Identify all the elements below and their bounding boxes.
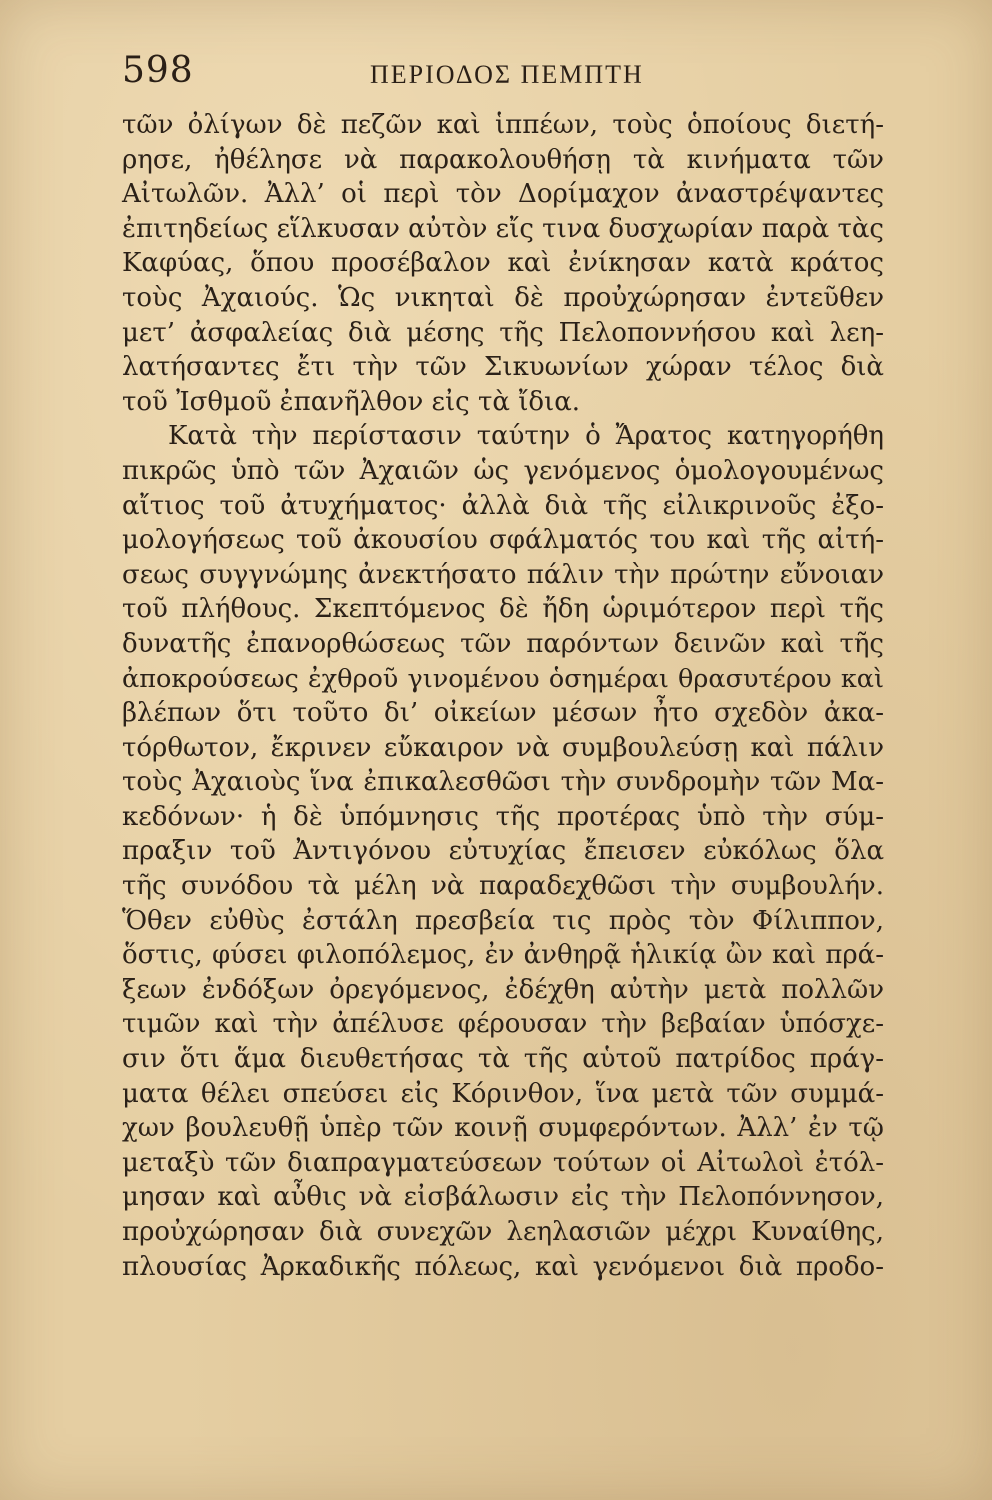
text-line: σεως συγγνώμης ἀνεκτήσατο πάλιν τὴν πρώτην εὔνοιαν xyxy=(122,559,884,590)
text-line: χων βουλευθῇ ὑπὲρ τῶν κοινῇ συμφερόντων. Ἀλλ’ ἐν τῷ xyxy=(122,1113,884,1144)
text-line: τοῦ πλήθους. Σκεπτόμενος δὲ ἤδη ὡριμότερον περὶ τῆς xyxy=(122,594,884,625)
text-line: σιν ὅτι ἅμα διευθετήσας τὰ τῆς αὑτοῦ πατρίδος πράγ- xyxy=(122,1044,884,1075)
text-line: προὐχώρησαν διὰ συνεχῶν λεηλασιῶν μέχρι Κυναίθης, xyxy=(122,1217,884,1247)
text-line: τοὺς Ἀχαιούς. Ὡς νικηταὶ δὲ προὐχώρησαν ἐντεῦθεν xyxy=(122,282,884,313)
text-line: πλουσίας Ἀρκαδικῆς πόλεως, καὶ γενόμενοι διὰ προδο- xyxy=(122,1251,884,1282)
text-line: αἴτιος τοῦ ἀτυχήματος· ἀλλὰ διὰ τῆς εἰλικρινοῦς ἐξο- xyxy=(122,490,884,521)
text-line: Ὅθεν εὐθὺς ἐστάλη πρεσβεία τις πρὸς τὸν Φίλιππον, xyxy=(122,905,884,936)
text-line: τοῦ Ἰσθμοῦ ἐπανῆλθον εἰς τὰ ἴδια. xyxy=(122,386,581,417)
text-line: δυνατῆς ἐπανορθώσεως τῶν παρόντων δεινῶν καὶ τῆς xyxy=(122,628,884,659)
text-line: βλέπων ὅτι τοῦτο δι’ οἰκείων μέσων ἦτο σχεδὸν ἀκα- xyxy=(122,698,884,729)
text-line: Κατὰ τὴν περίστασιν ταύτην ὁ Ἄρατος κατηγορήθη xyxy=(168,421,884,452)
text-line: τιμῶν καὶ τὴν ἀπέλυσε φέρουσαν τὴν βεβαίαν ὑπόσχε- xyxy=(122,1009,884,1040)
text-line: μολογήσεως τοῦ ἀκουσίου σφάλματός του καὶ τῆς αἰτή- xyxy=(122,525,884,556)
text-line: μεταξὺ τῶν διαπραγματεύσεων τούτων οἱ Αἰτωλοὶ ἐτόλ- xyxy=(122,1147,884,1178)
text-line: Καφύας, ὅπου προσέβαλον καὶ ἐνίκησαν κατὰ κράτος xyxy=(122,248,884,279)
text-line: Αἰτωλῶν. Ἀλλ’ οἱ περὶ τὸν Δορίμαχον ἀναστρέψαντες xyxy=(122,179,884,210)
text-line: κεδόνων· ἡ δὲ ὑπόμνησις τῆς προτέρας ὑπὸ τὴν σύμ- xyxy=(122,801,884,832)
text-line: ὅστις, φύσει φιλοπόλεμος, ἐν ἀνθηρᾷ ἡλικίᾳ ὢν καὶ πρά- xyxy=(122,940,884,971)
page-number: 598 xyxy=(122,50,194,91)
text-line: μετ’ ἀσφαλείας διὰ μέσης τῆς Πελοποννήσου καὶ λεη- xyxy=(122,317,884,348)
text-line: τῆς συνόδου τὰ μέλη νὰ παραδεχθῶσι τὴν συμβουλήν. xyxy=(122,871,884,902)
page-header xyxy=(122,50,882,100)
text-line: ἐπιτηδείως εἵλκυσαν αὐτὸν εἴς τινα δυσχωρίαν παρὰ τὰς xyxy=(122,213,884,244)
text-line: τῶν ὀλίγων δὲ πεζῶν καὶ ἱππέων, τοὺς ὁποίους διετή- xyxy=(122,110,884,140)
text-line: μησαν καὶ αὖθις νὰ εἰσβάλωσιν εἰς τὴν Πελοπόννησον, xyxy=(122,1182,884,1213)
text-line: τόρθωτον, ἔκρινεν εὔκαιρον νὰ συμβουλεύσῃ καὶ πάλιν xyxy=(122,732,884,763)
text-line: ἀποκρούσεως ἐχθροῦ γινομένου ὁσημέραι θρασυτέρου καὶ xyxy=(122,663,884,694)
text-line: ματα θέλει σπεύσει εἰς Κόρινθον, ἵνα μετὰ τῶν συμμά- xyxy=(122,1078,884,1109)
text-line: λατήσαντες ἔτι τὴν τῶν Σικυωνίων χώραν τέλος διὰ xyxy=(122,352,884,383)
text-line: ξεων ἐνδόξων ὀρεγόμενος, ἐδέχθη αὐτὴν μετὰ πολλῶν xyxy=(122,974,884,1005)
running-head: ΠΕΡΙΟΔΟΣ ΠΕΜΠΤΗ xyxy=(370,60,644,89)
text-line: τοὺς Ἀχαιοὺς ἵνα ἐπικαλεσθῶσι τὴν συνδρομὴν τῶν Μα- xyxy=(122,767,884,798)
text-line: πραξιν τοῦ Ἀντιγόνου εὐτυχίας ἔπεισεν εὐκόλως ὅλα xyxy=(122,836,884,867)
body-text xyxy=(122,108,884,1284)
text-line: πικρῶς ὑπὸ τῶν Ἀχαιῶν ὡς γενόμενος ὁμολογουμένως xyxy=(122,455,884,486)
text-line: ρησε, ἠθέλησε νὰ παρακολουθήσῃ τὰ κινήματα τῶν xyxy=(122,144,884,175)
